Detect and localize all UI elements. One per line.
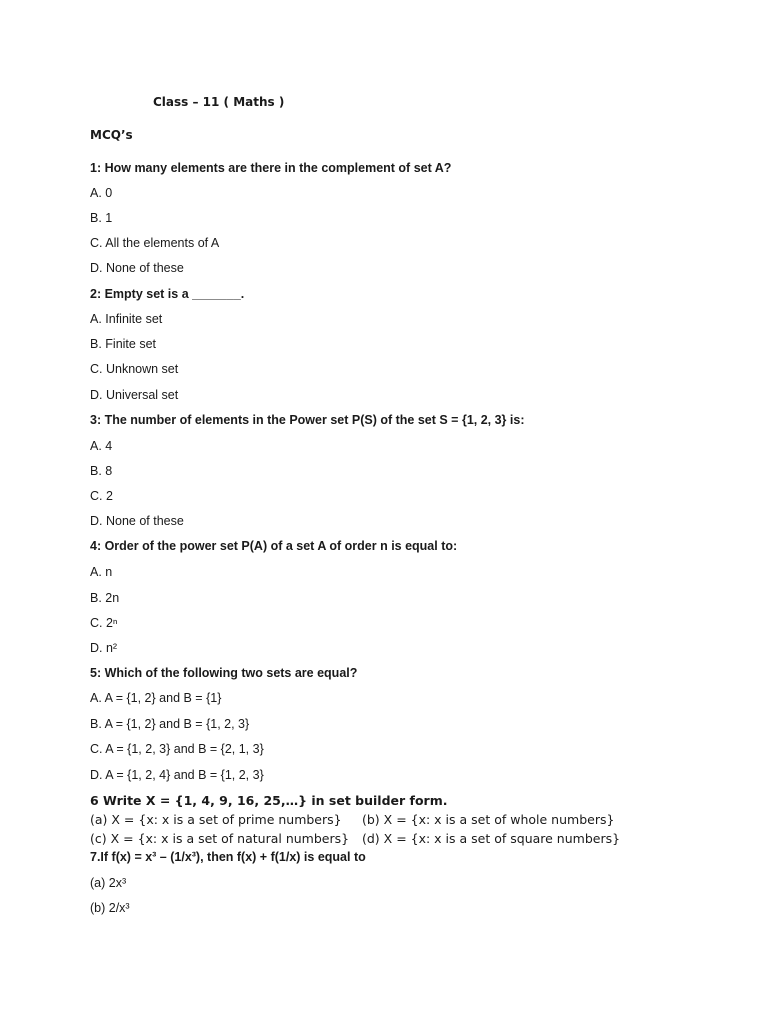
q4-option-c: C. 2ⁿ [90,616,118,630]
question-5: 5: Which of the following two sets are equal? [90,666,358,680]
section-heading: MCQ’s [90,128,133,142]
q4-option-b: B. 2n [90,591,120,605]
q4-option-d: D. n² [90,641,118,655]
question-6: 6 Write X = {1, 4, 9, 16, 25,…} in set builder form. [90,793,448,808]
q1-option-d: D. None of these [90,261,184,275]
q7-option-a: (a) 2x³ [90,876,127,890]
q6-option-b: (b) X = {x: x is a set of whole numbers} [362,812,615,827]
q5-option-a: A. A = {1, 2} and B = {1} [90,691,222,705]
document-title: Class – 11 ( Maths ) [153,95,285,109]
q7-option-b: (b) 2/x³ [90,901,130,915]
question-4: 4: Order of the power set P(A) of a set A of order n is equal to: [90,539,458,553]
q2-option-b: B. Finite set [90,337,156,351]
q4-option-a: A. n [90,565,113,579]
q5-option-d: D. A = {1, 2, 4} and B = {1, 2, 3} [90,768,264,782]
q6-option-c: (c) X = {x: x is a set of natural numbers} [90,831,350,846]
q2-option-d: D. Universal set [90,388,179,402]
q5-option-c: C. A = {1, 2, 3} and B = {2, 1, 3} [90,742,264,756]
q1-option-b: B. 1 [90,211,113,225]
q3-option-d: D. None of these [90,514,184,528]
q3-option-c: C. 2 [90,489,113,503]
q3-option-b: B. 8 [90,464,113,478]
question-1: 1: How many elements are there in the complement of set A? [90,161,452,175]
question-3: 3: The number of elements in the Power set P(S) of the set S = {1, 2, 3} is: [90,413,525,427]
q6-option-a: (a) X = {x: x is a set of prime numbers} [90,812,342,827]
question-7: 7.If f(x) = x³ – (1/x³), then f(x) + f(1/x) is equal to [90,850,366,864]
q2-option-c: C. Unknown set [90,362,179,376]
q5-option-b: B. A = {1, 2} and B = {1, 2, 3} [90,717,250,731]
q6-option-d: (d) X = {x: x is a set of square numbers} [362,831,621,846]
q3-option-a: A. 4 [90,439,113,453]
q1-option-a: A. 0 [90,186,113,200]
q2-option-a: A. Infinite set [90,312,163,326]
question-2: 2: Empty set is a _______. [90,287,245,301]
q1-option-c: C. All the elements of A [90,236,220,250]
